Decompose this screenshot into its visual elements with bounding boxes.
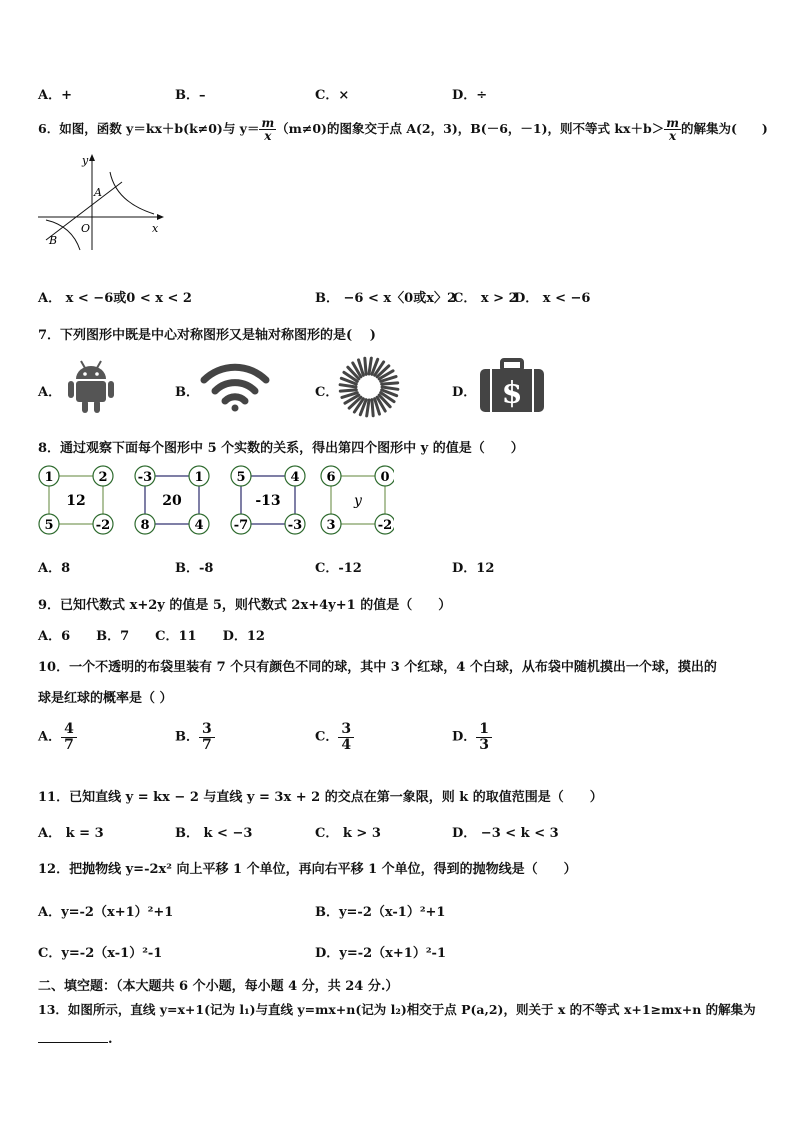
q8-figure-1-center-value: 12 xyxy=(66,493,86,509)
sunburst-ray xyxy=(369,358,371,374)
q8-figure-2-center-value: 20 xyxy=(162,493,182,509)
q6-option-a: A． x < −6或0 < x < 2 xyxy=(38,291,192,306)
q6-graph-point-a: A xyxy=(94,186,102,199)
sunburst-ray xyxy=(382,383,398,384)
sunburst-ray xyxy=(365,358,366,374)
q12-option-c: C．y=-2（x-1）²-1 xyxy=(38,946,163,961)
q8-figure-1-tr-value: 2 xyxy=(98,470,108,485)
q10-option-c: C． $\frac{3}{4}$ xyxy=(315,722,354,752)
q8-figure-4-bl-value: 3 xyxy=(326,518,336,533)
q5-option-b: B．– xyxy=(175,88,206,103)
q10-question-line2: 球是红球的概率是（ ） xyxy=(38,691,173,706)
q6-fraction-1: $\frac{m}{x}$ xyxy=(261,116,275,143)
q8-figure-3-bl-value: -7 xyxy=(233,518,249,533)
q8-figure-3-center-value: -13 xyxy=(255,493,281,509)
q8-figure-1-bl-value: 5 xyxy=(44,518,54,533)
wifi-icon xyxy=(200,362,270,412)
q8-figure-4-tl-value: 6 xyxy=(326,470,336,485)
q8-figure-1 xyxy=(39,466,113,534)
q10-option-a: A． $\frac{4}{7}$ xyxy=(38,722,77,752)
q8-figures xyxy=(34,460,394,542)
sunburst-icon xyxy=(337,356,401,418)
q6-option-b: B． −6 < x〈0或x〉2 xyxy=(315,291,456,306)
q10-option-b: B． $\frac{3}{7}$ xyxy=(175,722,215,752)
q12-option-b: B．y=-2（x-1）²+1 xyxy=(315,905,446,920)
q6-option-c: C． x > 2 xyxy=(453,291,518,306)
q8-figure-3 xyxy=(231,466,305,534)
q9-question: 9．已知代数式 x+2y 的值是 5，则代数式 2x+4y+1 的值是（ ） xyxy=(38,598,452,613)
q13-blank-line xyxy=(38,1030,108,1043)
svg-text:$: $ xyxy=(501,376,523,411)
q8-figure-2-br-value: 4 xyxy=(194,518,204,533)
sunburst-ray xyxy=(340,390,356,391)
q12-option-d: D．y=-2（x+1）²-1 xyxy=(315,946,446,961)
q11-question: 11．已知直线 y = kx − 2 与直线 y = 3x + 2 的交点在第一象限，则 k 的取值范围是（ ） xyxy=(38,790,603,805)
q8-option-a: A．8 xyxy=(38,561,71,576)
q6-graph xyxy=(36,152,168,252)
q5-option-c: C．× xyxy=(315,88,350,103)
q8-question: 8．通过观察下面每个图形中 5 个实数的关系，得出第四个图形中 y 的值是（ ） xyxy=(38,441,524,456)
q8-figure-4 xyxy=(321,466,394,534)
q6-fraction-2: $\frac{m}{x}$ xyxy=(666,116,679,143)
q12-question: 12．把抛物线 y=-2x² 向上平移 1 个单位，再向右平移 1 个单位，得到的抛物线是（ ） xyxy=(38,862,577,877)
q11-option-d: D． −3 < k < 3 xyxy=(452,826,559,841)
money-bag-icon xyxy=(478,358,546,414)
q6-graph-x-label: x xyxy=(152,222,159,235)
q5-option-d: D．÷ xyxy=(452,88,488,103)
q6-text-mid: （m≠0)的图象交于点 A(2，3)，B(－6，－1)，则不等式 kx＋b＞ xyxy=(276,121,665,136)
q8-figure-2-tr-value: 1 xyxy=(194,470,204,485)
q7-option-a-label: A． xyxy=(38,385,62,400)
q6-question xyxy=(38,117,768,142)
sunburst-ray xyxy=(367,400,369,416)
q10-question-line1: 10．一个不透明的布袋里装有 7 个只有颜色不同的球，其中 3 个红球，4 个白球，从布袋中随机摸出一个球，摸出的 xyxy=(38,660,717,675)
section-fill-in-heading: 二、填空题：（本大题共 6 个小题，每小题 4 分，共 24 分.） xyxy=(38,979,399,994)
q6-text-post: 的解集为( ) xyxy=(680,121,768,136)
q11-option-c: C． k > 3 xyxy=(315,826,381,841)
q10-option-d: D． $\frac{1}{3}$ xyxy=(452,722,492,752)
q8-figure-1-tl-value: 1 xyxy=(44,470,54,485)
q8-option-b: B．-8 xyxy=(175,561,214,576)
q7-option-b-label: B． xyxy=(175,385,199,400)
q5-option-a: A．+ xyxy=(38,88,72,103)
q8-figure-3-tr-value: 4 xyxy=(290,470,300,485)
android-robot-icon xyxy=(67,358,115,414)
sunburst-ray xyxy=(340,385,356,387)
q13-question: 13．如图所示，直线 y=x+1(记为 l₁)与直线 y=mx+n(记为 l₂)相交于点 P(a,2)，则关于 x 的不等式 x+1≥mx+n 的解集为 xyxy=(38,1002,756,1017)
q6-graph-y-label: y xyxy=(82,154,89,167)
q7-question: 7．下列图形中既是中心对称图形又是轴对称图形的是( ) xyxy=(38,328,376,343)
q6-option-d: D． x < −6 xyxy=(514,291,591,306)
sunburst-ray xyxy=(382,387,398,389)
q11-option-b: B． k < −3 xyxy=(175,826,253,841)
q9-options: A．6 B．7 C．11 D．12 xyxy=(38,629,265,644)
q7-option-c-label: C． xyxy=(315,385,339,400)
q8-figure-3-tl-value: 5 xyxy=(236,470,246,485)
q6-graph-point-b: B xyxy=(49,234,58,247)
q6-graph-origin: O xyxy=(81,222,91,235)
sunburst-ray xyxy=(372,400,373,416)
q8-figure-2-tl-value: -3 xyxy=(137,470,153,485)
q13-answer-blank: . xyxy=(38,1030,113,1047)
q8-figure-4-br-value: -2 xyxy=(377,518,393,533)
q8-figure-2-bl-value: 8 xyxy=(140,518,150,533)
q8-figure-4-center-value: y xyxy=(354,493,362,509)
q8-figure-3-br-value: -3 xyxy=(287,518,303,533)
q8-figure-1-br-value: -2 xyxy=(95,518,111,533)
q8-figure-2 xyxy=(135,466,209,534)
q8-option-c: C．-12 xyxy=(315,561,362,576)
q6-text-pre: 6．如图，函数 y＝kx＋b(k≠0)与 y＝ xyxy=(38,121,260,136)
q11-option-a: A． k = 3 xyxy=(38,826,104,841)
q7-option-d-label: D． xyxy=(452,385,477,400)
q8-option-d: D．12 xyxy=(452,561,495,576)
q8-figure-4-tr-value: 0 xyxy=(380,470,390,485)
q12-option-a: A．y=-2（x+1）²+1 xyxy=(38,905,174,920)
